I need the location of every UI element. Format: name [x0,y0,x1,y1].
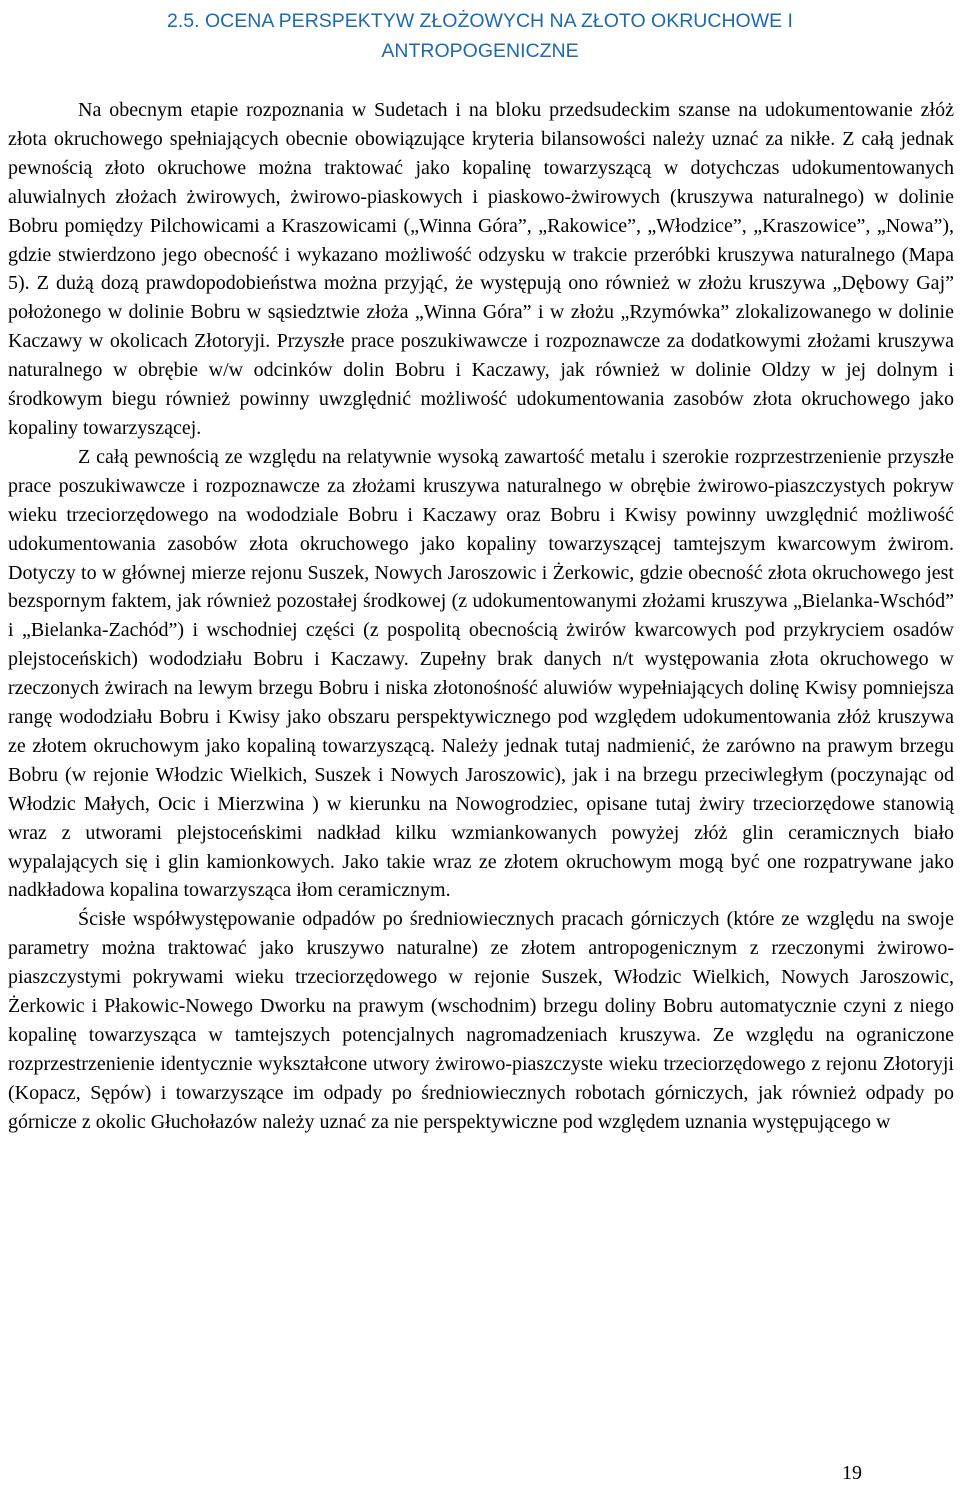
paragraph-3: Ścisłe współwystępowanie odpadów po średniowiecznych pracach górniczych (które ze względu na swoje parametry można traktować jako kruszywo naturalne) ze złotem antropogenicznym z rzeczonymi żwirowo-piaszczystymi pokrywami wieku trzeciorzędowego w rejonie Suszek, Włodzic Wielkich, Nowych Jaroszowic, Żerkowic i Płakowic-Nowego Dworku na prawym (wschodnim) brzegu doliny Bobru automatycznie czyni z niego kopalinę towarzysząca w tamtejszych potencjalnych nagromadzeniach kruszywa. Ze względu na ograniczone rozprzestrzenienie identycznie wykształcone utwory żwirowo-piaszczyste wieku trzeciorzędowego z rejonu Złotoryji (Kopacz, Sępów) i towarzyszące im odpady po średniowiecznych robotach górniczych, jak również odpady po górnicze z okolic Głuchołazów należy uznać za nie perspektywiczne pod względem uznania występującego w [8,908,954,1133]
paragraph-1: Na obecnym etapie rozpoznania w Sudetach i na bloku przedsudeckim szanse na udokumentowanie złóż złota okruchowego spełniających obecnie obowiązujące kryteria bilansowości należy uznać za nikłe. Z całą jednak pewnością złoto okruchowe można traktować jako kopalinę towarzyszącą w dotychczas udokumentowanych aluwialnych złożach żwirowych, żwirowo-piaskowych i piaskowo-żwirowych (kruszywa naturalnego) w dolinie Bobru pomiędzy Pilchowicami a Kraszowicami („Winna Góra”, „Rakowice”, „Włodzice”, „Kraszowice”, „Nowa”), gdzie stwierdzono jego obecność i wykazano możliwość odzysku w trakcie przeróbki kruszywa naturalnego (Mapa 5). Z dużą dozą prawdopodobieństwa można przyjąć, że występują ono również w złożu kruszywa „Dębowy Gaj” położonego w dolinie Bobru w sąsiedztwie złoża „Winna Góra” i w złożu „Rzymówka” zlokalizowanego w dolinie Kaczawy w okolicach Złotoryji. Przyszłe prace poszukiwawcze i rozpoznawcze za dodatkowymi złożami kruszywa naturalnego w obrębie w/w odcinków dolin Bobru i Kaczawy, jak również w dolinie Oldzy w jej dolnym i środkowym biegu również powinny uwzględnić możliwość udokumentowania zasobów złota okruchowego jako kopaliny towarzyszącej. [8,99,954,439]
page-number: 19 [842,1462,862,1484]
body-text [8,96,954,1137]
paragraph-2: Z całą pewnością ze względu na relatywnie wysoką zawartość metalu i szerokie rozprzestrzenienie przyszłe prace poszukiwawcze i rozpoznawcze za złożami kruszywa naturalnego w obrębie żwirowo-piaszczystych pokryw wieku trzeciorzędowego na wododziale Bobru i Kaczawy oraz Bobru i Kwisy powinny uwzględnić możliwość udokumentowania zasobów złota okruchowego jako kopaliny towarzyszącej tamtejszym kwarcowym żwirom. Dotyczy to w głównej mierze rejonu Suszek, Nowych Jaroszowic i Żerkowic, gdzie obecność złota okruchowego jest bezspornym faktem, jak również pozostałej środkowej (z udokumentowanymi złożami kruszywa „Bielanka-Wschód” i „Bielanka-Zachód”) i wschodniej części (z pospolitą obecnością żwirów kwarcowych pod przykryciem osadów plejstoceńskich) wododziału Bobru i Kaczawy. Zupełny brak danych n/t występowania złota okruchowego w rzeczonych żwirach na lewym brzegu Bobru i niska złotonośność aluwiów wypełniających dolinę Kwisy pomniejsza rangę wododziału Bobru i Kwisy jako obszaru perspektywicznego pod względem udokumentowania złóż kruszywa ze złotem okruchowym jako kopaliną towarzyszącą. Należy jednak tutaj nadmienić, że zarówno na prawym brzegu Bobru (w rejonie Włodzic Wielkich, Suszek i Nowych Jaroszowic), jak i na brzegu przeciwległym (poczynając od Włodzic Małych, Ocic i Mierzwina ) w kierunku na Nowogrodziec, opisane tutaj żwiry trzeciorzędowe stanowią wraz z utworami plejstoceńskimi nadkład kilku wzmiankowanych powyżej złóż glin ceramicznych biało wypalających się i glin kamionkowych. Jako takie wraz ze złotem okruchowym mogą być one rozpatrywane jako nadkładowa kopalina towarzysząca iłom ceramicznym. [8,445,954,902]
section-heading-line-2: ANTROPOGENICZNE [381,40,579,62]
section-heading [40,6,920,66]
section-heading-line-1: 2.5. OCENA PERSPEKTYW ZŁOŻOWYCH NA ZŁOTO OKRUCHOWE I [167,10,793,32]
